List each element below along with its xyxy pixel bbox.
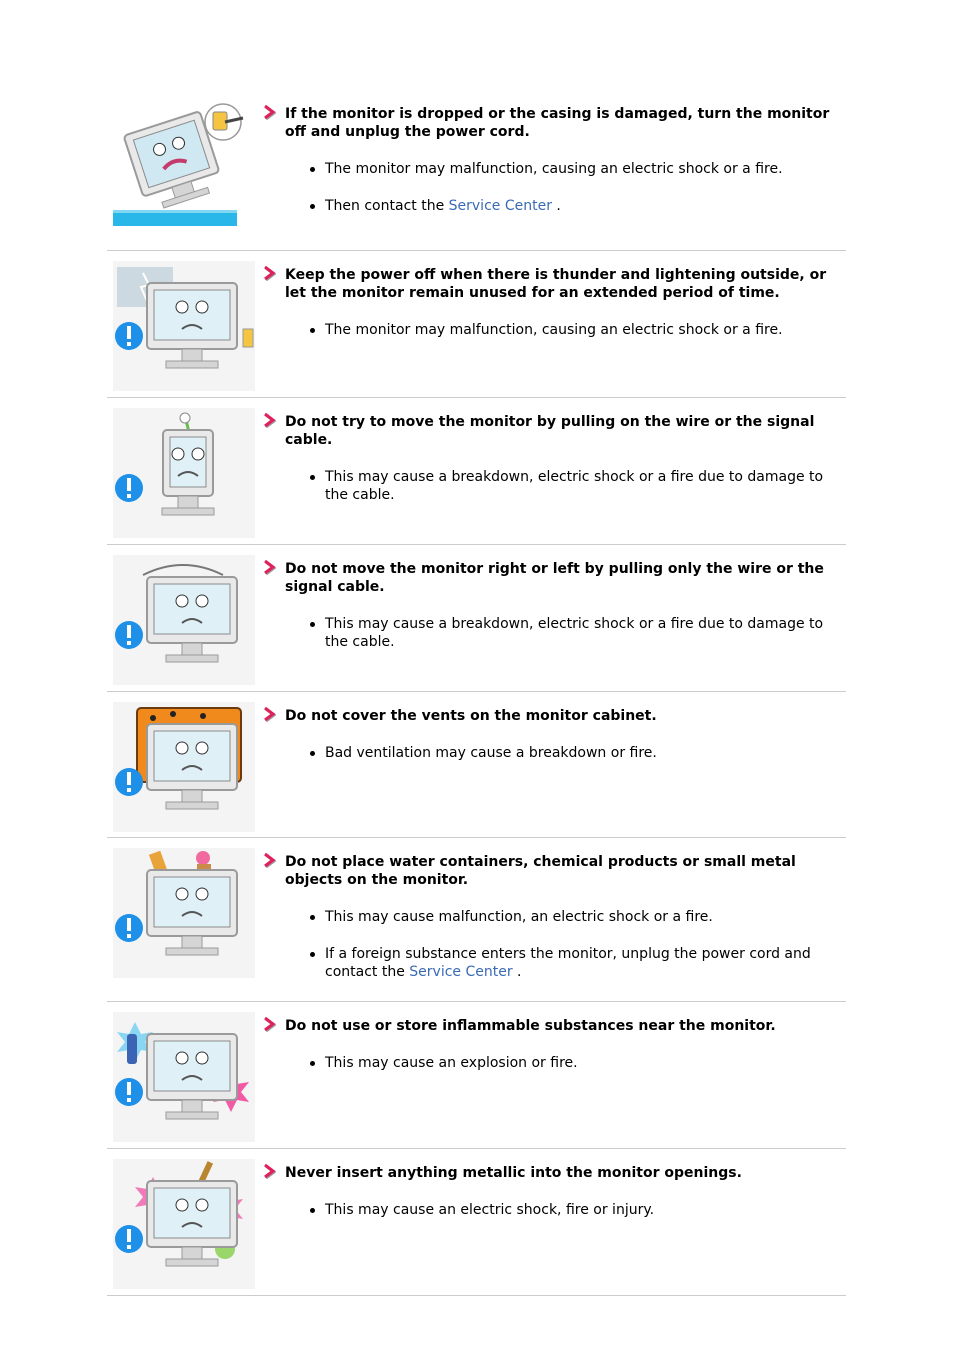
bullet-item [325,908,846,926]
bullet-item [325,321,846,339]
chevron-right-icon [262,559,276,575]
bullet-text-suffix: . [551,198,561,214]
safety-item-heading-text: Do not use or store inflammable substances near the monitor. [285,1018,776,1034]
metallic-insert-illustration [113,1159,255,1289]
bullet-list [262,908,846,981]
bullet-item [325,468,846,504]
bullet-text: This may cause an explosion or fire. [325,1055,578,1071]
bullet-list [262,1054,846,1072]
safety-item-content [262,545,846,651]
chevron-right-icon [262,1163,276,1179]
safety-item-heading-text: Do not cover the vents on the monitor cabinet. [285,708,657,724]
bullet-text: This may cause malfunction, an electric shock or a fire. [325,909,713,925]
chevron-right-icon [262,104,276,120]
pulling-cable-illustration [113,408,255,538]
safety-item-heading [262,560,846,596]
safety-item-content [262,90,846,215]
chevron-right-icon [262,852,276,868]
chevron-right-icon [262,706,276,722]
safety-item [107,90,846,251]
moving-monitor-illustration [113,555,255,685]
safety-item [107,1149,846,1296]
safety-item-heading-text: Do not place water containers, chemical products or small metal objects on the monitor. [285,854,796,888]
safety-item-heading [262,1017,846,1035]
bullet-list [262,160,846,215]
thunder-unplug-illustration [113,261,255,391]
safety-item-heading [262,105,846,141]
dropped-monitor-illustration [113,100,255,230]
bullet-item [325,197,846,215]
bullet-text: This may cause an electric shock, fire or injury. [325,1202,655,1218]
safety-item-heading-text: Do not move the monitor right or left by pulling only the wire or the signal cable. [285,561,824,595]
safety-item-heading-text: Do not try to move the monitor by pulling on the wire or the signal cable. [285,414,815,448]
safety-item [107,838,846,1002]
bullet-text-prefix: If a foreign substance enters the monitor, unplug the power cord and contact the [325,946,811,980]
safety-item-content [262,398,846,504]
bullet-text: This may cause a breakdown, electric shock or a fire due to damage to the cable. [325,469,824,503]
service-center-link[interactable]: Service Center [409,964,513,980]
water-containers-illustration [113,848,255,978]
covered-vents-illustration [113,702,255,832]
safety-item [107,398,846,545]
safety-item-heading [262,1164,846,1182]
service-center-link[interactable]: Service Center [448,198,552,214]
bullet-list [262,321,846,339]
bullet-item [325,744,846,762]
safety-item [107,1002,846,1149]
safety-item [107,251,846,398]
bullet-list [262,744,846,762]
chevron-right-icon [262,1016,276,1032]
bullet-item [325,945,846,981]
bullet-item [325,160,846,178]
safety-item-content [262,692,846,762]
safety-item-heading-text: Keep the power off when there is thunder and lightening outside, or let the monitor remain unused for an extended period of time. [285,267,827,301]
bullet-item [325,615,846,651]
safety-item-heading [262,413,846,449]
bullet-item [325,1201,846,1219]
chevron-right-icon [262,412,276,428]
bullet-list [262,468,846,504]
chevron-right-icon [262,265,276,281]
safety-item-content [262,1002,846,1072]
safety-item-content [262,838,846,981]
safety-item [107,545,846,692]
safety-item-content [262,251,846,339]
inflammable-substances-illustration [113,1012,255,1142]
safety-item-heading-text: Never insert anything metallic into the monitor openings. [285,1165,742,1181]
bullet-text-suffix: . [512,964,522,980]
safety-item-heading [262,707,846,725]
safety-item-heading [262,266,846,302]
bullet-list [262,1201,846,1219]
bullet-text: This may cause a breakdown, electric shock or a fire due to damage to the cable. [325,616,824,650]
safety-item-content [262,1149,846,1219]
bullet-text: The monitor may malfunction, causing an electric shock or a fire. [325,161,783,177]
bullet-text-prefix: Then contact the [325,198,449,214]
bullet-item [325,1054,846,1072]
bullet-text: Bad ventilation may cause a breakdown or fire. [325,745,657,761]
bullet-text: The monitor may malfunction, causing an electric shock or a fire. [325,322,783,338]
bullet-list [262,615,846,651]
safety-item-heading [262,853,846,889]
safety-item-heading-text: If the monitor is dropped or the casing is damaged, turn the monitor off and unplug the power cord. [285,106,830,140]
safety-instructions-list [107,90,846,1296]
safety-item [107,692,846,838]
